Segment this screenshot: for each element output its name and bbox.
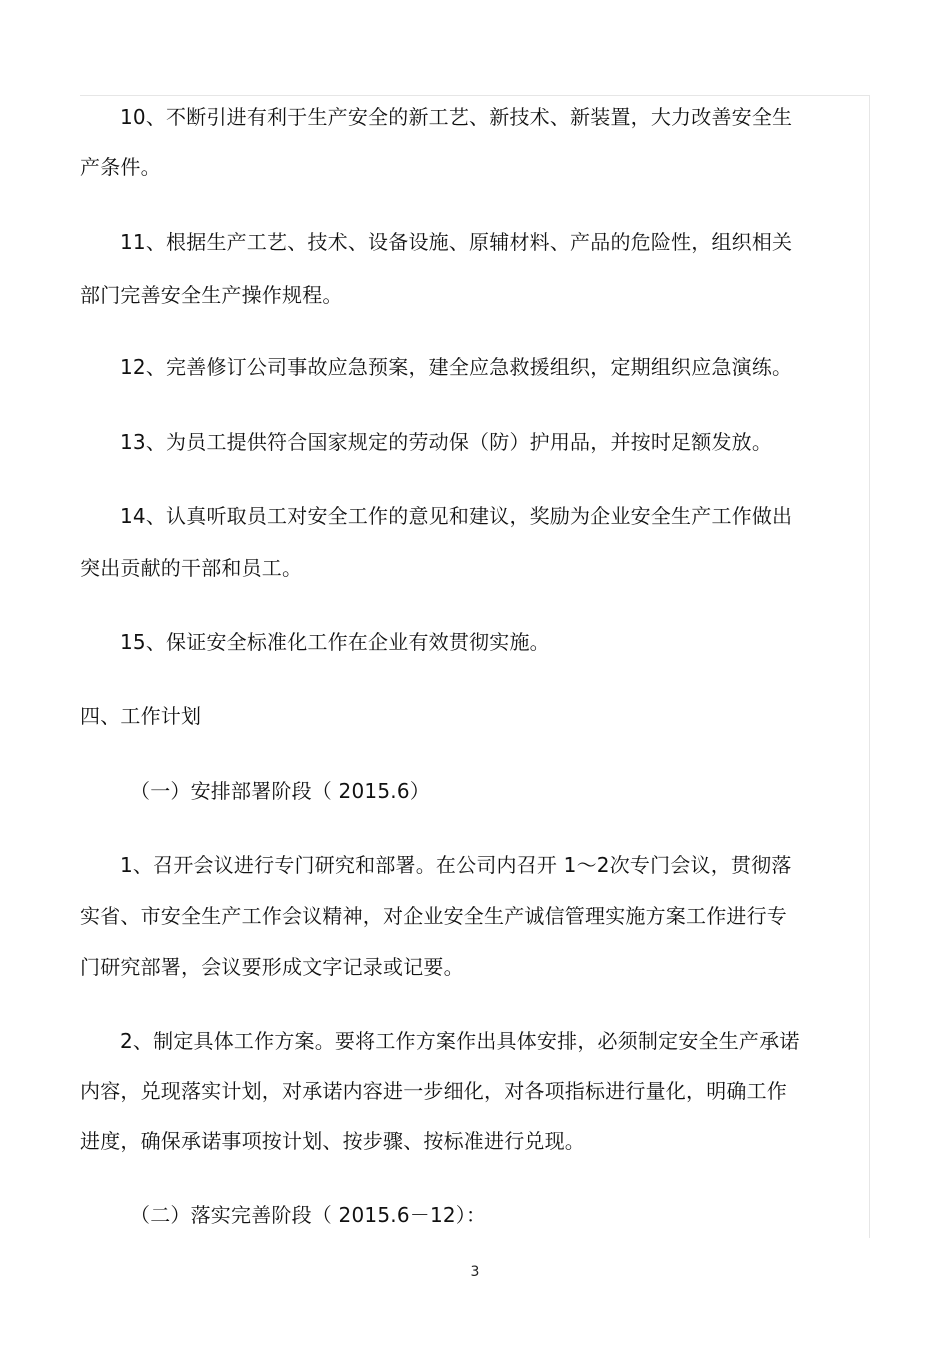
page-border-top [80, 95, 870, 96]
subsection-heading: （二）落实完善阶段（ 2015.6－12）： [130, 1203, 487, 1227]
text-line: 10、不断引进有利于生产安全的新工艺、新技术、新装置，大力改善安全生 [120, 105, 793, 129]
text-line: 14、认真听取员工对安全工作的意见和建议，奖励为企业安全生产工作做出 [120, 504, 793, 528]
text-line: 11、根据生产工艺、技术、设备设施、原辅材料、产品的危险性，组织相关 [120, 230, 793, 254]
text-line: 突出贡献的干部和员工。 [80, 556, 303, 580]
text-line: 部门完善安全生产操作规程。 [80, 283, 343, 307]
text-line: 实省、市安全生产工作会议精神，对企业安全生产诚信管理实施方案工作进行专 [80, 904, 787, 928]
text-line: 12、完善修订公司事故应急预案，建全应急救援组织，定期组织应急演练。 [120, 355, 793, 379]
text-line: 2、制定具体工作方案。要将工作方案作出具体安排，必须制定安全生产承诺 [120, 1029, 800, 1053]
text-line: 内容，兑现落实计划，对承诺内容进一步细化，对各项指标进行量化，明确工作 [80, 1079, 787, 1103]
text-line: 进度，确保承诺事项按计划、按步骤、按标准进行兑现。 [80, 1129, 585, 1153]
section-heading: 四、工作计划 [80, 704, 202, 728]
text-line: 15、保证安全标准化工作在企业有效贯彻实施。 [120, 630, 550, 654]
text-line: 门研究部署，会议要形成文字记录或记要。 [80, 955, 464, 979]
text-line: 产条件。 [80, 155, 161, 179]
text-line: 1、召开会议进行专门研究和部署。在公司内召开 1～2次专门会议，贯彻落 [120, 853, 792, 877]
text-line: 13、为员工提供符合国家规定的劳动保（防）护用品，并按时足额发放。 [120, 430, 773, 454]
page-border-right [869, 95, 870, 1238]
page-number: 3 [470, 1264, 480, 1280]
subsection-heading: （一）安排部署阶段（ 2015.6） [130, 779, 430, 803]
